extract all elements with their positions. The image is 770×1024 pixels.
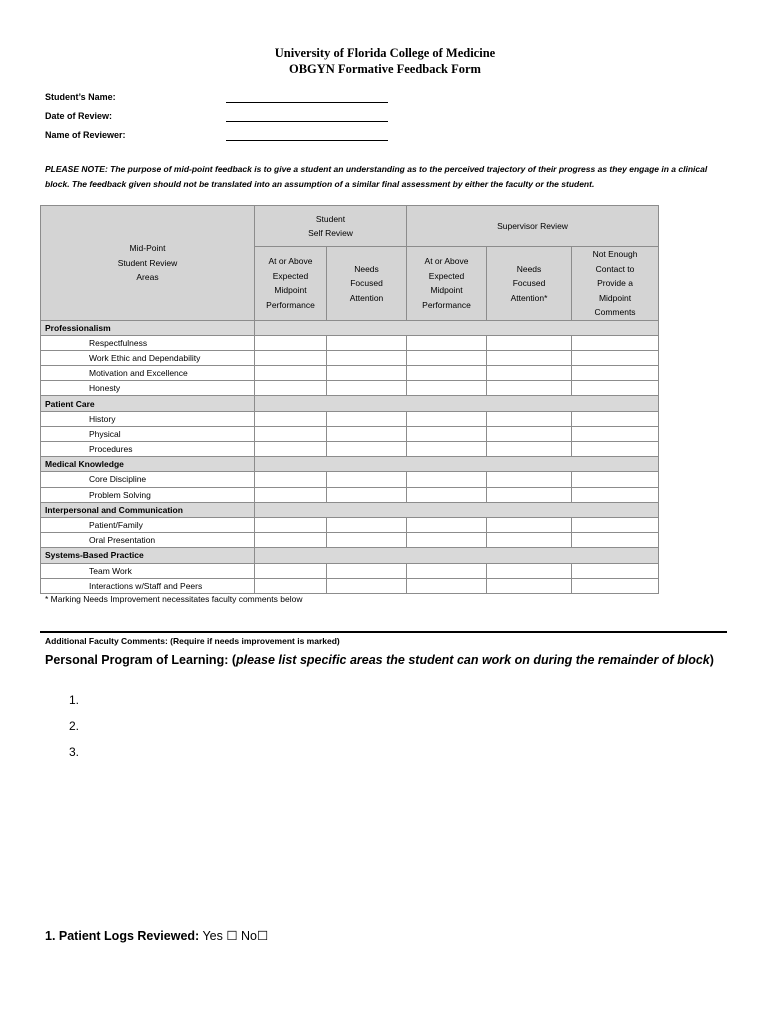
- note-line-1: PLEASE NOTE: The purpose of mid-point feedback is to give a student an understanding as to the perceived trajectory of their progress as they engage in a clinical: [45, 164, 708, 174]
- rating-cell[interactable]: [487, 517, 572, 532]
- reviewer-name-field[interactable]: [226, 140, 388, 141]
- section-name: Interpersonal and Communication: [41, 502, 255, 517]
- col-header-line: Midpoint: [598, 292, 632, 303]
- area-label: Respectfulness: [41, 335, 255, 350]
- areas-header-line: Student Review: [117, 257, 178, 268]
- table-body: [41, 320, 659, 593]
- section-name: Systems-Based Practice: [41, 548, 255, 563]
- rating-cell[interactable]: [327, 411, 407, 426]
- rating-cell[interactable]: [407, 472, 487, 487]
- area-label: Procedures: [41, 442, 255, 457]
- col-header-line: Expected: [272, 270, 309, 281]
- table-row: [41, 472, 659, 487]
- list-item-3[interactable]: 3.: [69, 745, 80, 759]
- rating-cell[interactable]: [327, 366, 407, 381]
- rating-cell[interactable]: [572, 426, 659, 441]
- rating-cell[interactable]: [255, 533, 327, 548]
- rating-cell[interactable]: [255, 472, 327, 487]
- rating-cell[interactable]: [487, 366, 572, 381]
- table-row: [41, 411, 659, 426]
- col-header-line: Performance: [266, 299, 315, 310]
- area-label: Honesty: [41, 381, 255, 396]
- rating-cell[interactable]: [255, 426, 327, 441]
- section-fill: [255, 548, 659, 563]
- list-item-2[interactable]: 2.: [69, 719, 80, 733]
- areas-header-line: Mid-Point: [129, 243, 166, 253]
- rating-cell[interactable]: [255, 366, 327, 381]
- list-item-1[interactable]: 1.: [69, 693, 80, 707]
- rating-cell[interactable]: [487, 578, 572, 593]
- rating-cell[interactable]: [407, 442, 487, 457]
- rating-cell[interactable]: [572, 366, 659, 381]
- section-fill: [255, 502, 659, 517]
- date-of-review-label: Date of Review:: [45, 111, 113, 121]
- table-row: [41, 442, 659, 457]
- rating-cell[interactable]: [407, 487, 487, 502]
- rating-cell[interactable]: [327, 335, 407, 350]
- rating-cell[interactable]: [327, 426, 407, 441]
- no-checkbox[interactable]: No☐: [241, 929, 269, 943]
- rating-cell[interactable]: [572, 487, 659, 502]
- col-header-line: Attention*: [510, 292, 548, 303]
- rating-cell[interactable]: [255, 411, 327, 426]
- section-row: [41, 502, 659, 517]
- area-label: Oral Presentation: [41, 533, 255, 548]
- table-row: [41, 578, 659, 593]
- col-header-line: Contact to: [595, 263, 635, 274]
- area-label: Motivation and Excellence: [41, 366, 255, 381]
- section-fill: [255, 320, 659, 335]
- ppl-close: ): [709, 653, 714, 667]
- table-row: [41, 426, 659, 441]
- rating-cell[interactable]: [487, 472, 572, 487]
- table-row: [41, 533, 659, 548]
- area-label: Interactions w/Staff and Peers: [41, 578, 255, 593]
- self-review-header: [255, 206, 407, 247]
- rating-cell[interactable]: [327, 533, 407, 548]
- rating-cell[interactable]: [487, 335, 572, 350]
- form-subtitle: OBGYN Formative Feedback Form: [289, 62, 481, 76]
- rating-cell[interactable]: [407, 335, 487, 350]
- form-title: University of Florida College of Medicine: [274, 46, 496, 60]
- col-header-line: Not Enough: [592, 249, 638, 259]
- col-header-line: Focused: [512, 278, 546, 288]
- col-header-line: At or Above: [268, 256, 313, 267]
- rating-cell[interactable]: [255, 350, 327, 365]
- rating-cell[interactable]: [572, 563, 659, 578]
- col-header-line: Attention: [349, 292, 384, 303]
- section-row: [41, 320, 659, 335]
- student-name-label: Student’s Name:: [45, 92, 116, 102]
- yes-checkbox[interactable]: Yes ☐: [202, 929, 238, 943]
- patient-logs-label: 1. Patient Logs Reviewed:: [45, 929, 200, 943]
- col-header-needs-focused: [327, 247, 407, 321]
- patient-logs-row: [45, 928, 268, 943]
- rating-cell[interactable]: [572, 472, 659, 487]
- section-fill: [255, 457, 659, 472]
- area-label: Core Discipline: [41, 472, 255, 487]
- col-header-not-enough-contact: [572, 247, 659, 321]
- additional-comments-label: Additional Faculty Comments: (Require if needs improvement is marked): [45, 636, 340, 646]
- rating-cell[interactable]: [572, 381, 659, 396]
- self-review-header-line: Self Review: [308, 228, 353, 238]
- col-header-line: Provide a: [597, 278, 633, 288]
- rating-cell[interactable]: [407, 350, 487, 365]
- rating-cell[interactable]: [327, 381, 407, 396]
- table-row: [41, 487, 659, 502]
- col-header-line: Midpoint: [430, 285, 463, 296]
- rating-cell[interactable]: [487, 350, 572, 365]
- rating-cell[interactable]: [572, 442, 659, 457]
- table-row: [41, 563, 659, 578]
- rating-cell[interactable]: [327, 350, 407, 365]
- rating-cell[interactable]: [255, 563, 327, 578]
- rating-cell[interactable]: [255, 335, 327, 350]
- student-name-field[interactable]: [226, 102, 388, 103]
- col-header-line: Focused: [350, 278, 383, 288]
- rating-cell[interactable]: [407, 366, 487, 381]
- rating-cell[interactable]: [572, 533, 659, 548]
- col-header-line: Midpoint: [274, 285, 307, 296]
- rating-cell[interactable]: [487, 533, 572, 548]
- rating-cell[interactable]: [572, 517, 659, 532]
- section-row: [41, 457, 659, 472]
- rating-cell[interactable]: [327, 472, 407, 487]
- rating-cell[interactable]: [487, 381, 572, 396]
- col-header-line: At or Above: [424, 256, 469, 267]
- rating-cell[interactable]: [407, 426, 487, 441]
- rating-cell[interactable]: [255, 487, 327, 502]
- date-of-review-field[interactable]: [226, 121, 388, 122]
- rating-cell[interactable]: [407, 533, 487, 548]
- rating-cell[interactable]: [407, 578, 487, 593]
- areas-header: [41, 206, 255, 321]
- col-header-at-or-above: [255, 247, 327, 321]
- section-name: Patient Care: [41, 396, 255, 411]
- col-header-sup-needs-focused: [487, 247, 572, 321]
- feedback-table: [40, 205, 659, 594]
- section-fill: [255, 396, 659, 411]
- rating-cell[interactable]: [572, 411, 659, 426]
- col-header-line: Needs: [516, 263, 542, 274]
- section-name: Professionalism: [41, 320, 255, 335]
- rating-cell[interactable]: [572, 578, 659, 593]
- area-label: Work Ethic and Dependability: [41, 350, 255, 365]
- rating-cell[interactable]: [487, 563, 572, 578]
- table-row: [41, 350, 659, 365]
- rating-cell[interactable]: [255, 381, 327, 396]
- footnote: * Marking Needs Improvement necessitates faculty comments below: [45, 594, 303, 604]
- rating-cell[interactable]: [407, 517, 487, 532]
- rating-cell[interactable]: [327, 517, 407, 532]
- rating-cell[interactable]: [255, 517, 327, 532]
- area-label: History: [41, 411, 255, 426]
- divider: [40, 631, 727, 633]
- rating-cell[interactable]: [572, 350, 659, 365]
- section-row: [41, 396, 659, 411]
- ppl-heading: [45, 653, 714, 667]
- ppl-italic: please list specific areas the student can work on during the remainder of block: [236, 653, 710, 667]
- reviewer-name-label: Name of Reviewer:: [45, 130, 126, 140]
- areas-header-line: Areas: [136, 272, 159, 282]
- rating-cell[interactable]: [327, 442, 407, 457]
- area-label: Problem Solving: [41, 487, 255, 502]
- section-row: [41, 548, 659, 563]
- col-header-line: Comments: [594, 307, 636, 317]
- table-row: [41, 517, 659, 532]
- area-label: Physical: [41, 426, 255, 441]
- rating-cell[interactable]: [487, 411, 572, 426]
- col-header-line: Performance: [422, 299, 471, 310]
- ppl-label: Personal Program of Learning: (: [45, 653, 237, 667]
- supervisor-review-header: Supervisor Review: [407, 206, 659, 247]
- rating-cell[interactable]: [407, 411, 487, 426]
- rating-cell[interactable]: [327, 563, 407, 578]
- rating-cell[interactable]: [327, 578, 407, 593]
- note-line-2: block. The feedback given should not be translated into an assumption of a similar final assessment by either the faculty or the student.: [45, 179, 595, 189]
- rating-cell[interactable]: [255, 442, 327, 457]
- rating-cell[interactable]: [407, 381, 487, 396]
- self-review-header-line: Student: [315, 213, 346, 224]
- table-row: [41, 366, 659, 381]
- area-label: Team Work: [41, 563, 255, 578]
- table-row: [41, 381, 659, 396]
- col-header-line: Expected: [428, 270, 465, 281]
- area-label: Patient/Family: [41, 517, 255, 532]
- rating-cell[interactable]: [487, 487, 572, 502]
- rating-cell[interactable]: [255, 578, 327, 593]
- rating-cell[interactable]: [487, 442, 572, 457]
- rating-cell[interactable]: [487, 426, 572, 441]
- col-header-line: Needs: [354, 263, 379, 274]
- col-header-sup-at-or-above: [407, 247, 487, 321]
- table-row: [41, 335, 659, 350]
- rating-cell[interactable]: [327, 487, 407, 502]
- section-name: Medical Knowledge: [41, 457, 255, 472]
- rating-cell[interactable]: [407, 563, 487, 578]
- rating-cell[interactable]: [572, 335, 659, 350]
